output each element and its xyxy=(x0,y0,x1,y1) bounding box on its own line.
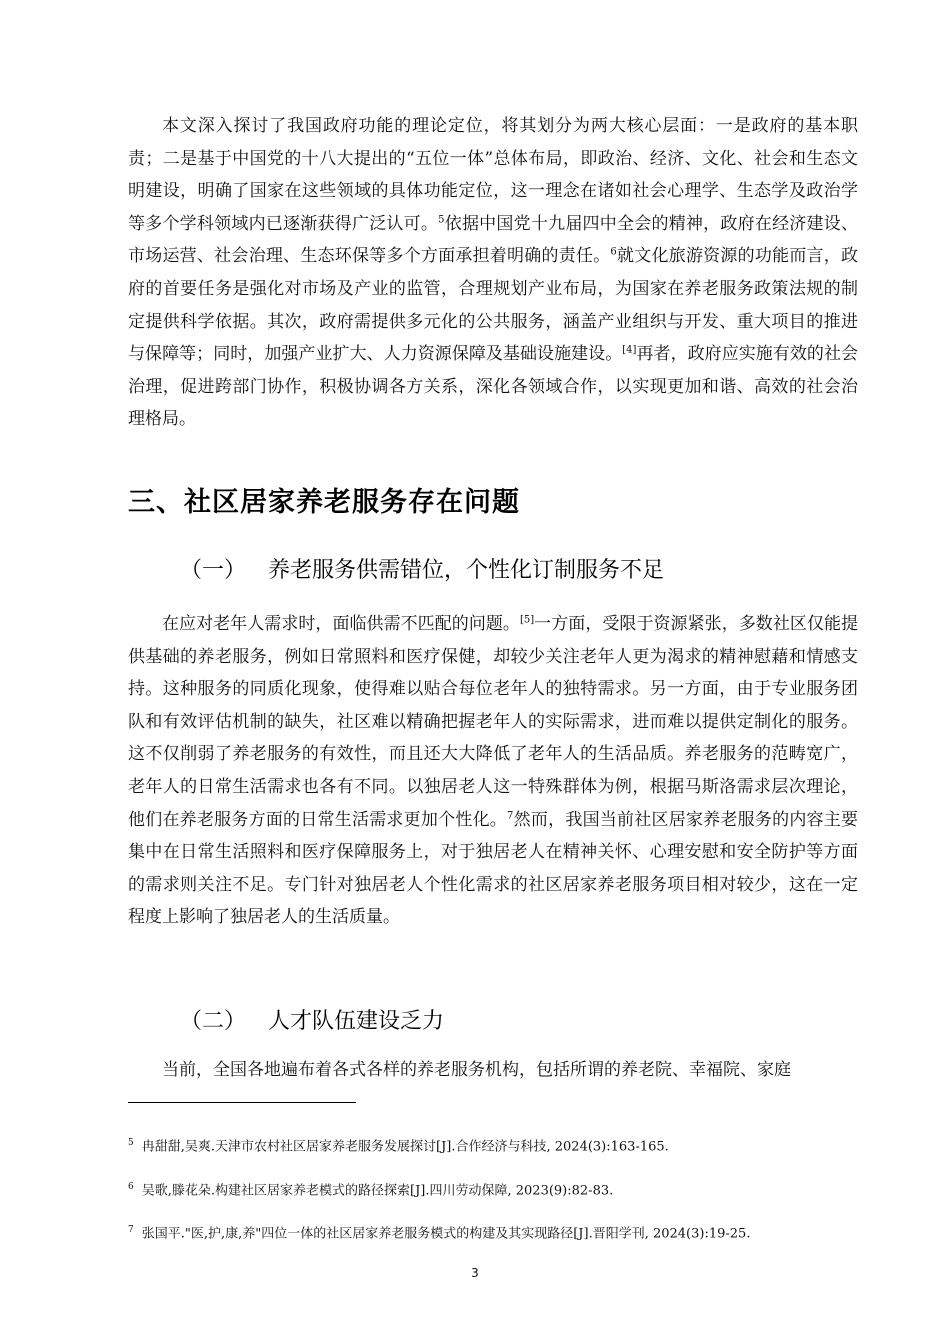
citation-ref-4[interactable]: [4] xyxy=(622,344,637,356)
subsection-title: 人才队伍建设乏力 xyxy=(268,1009,445,1034)
subsection-number: （一） xyxy=(180,558,247,583)
subsection-heading-1 xyxy=(180,553,664,584)
footnote-ref-7[interactable]: 7 xyxy=(507,809,514,821)
footnote-ref-6[interactable]: 6 xyxy=(610,246,617,258)
page-number: 3 xyxy=(471,1266,479,1280)
subsection-title: 养老服务供需错位，个性化订制服务不足 xyxy=(268,558,665,583)
citation-ref-5[interactable]: [5] xyxy=(519,614,535,626)
paragraph-government-function: 本文深入探讨了我国政府功能的理论定位，将其划分为两大核心层面：一是政府的基本职责；二是基于中国党的十八大提出的“五位一体”总体布局，即政治、经济、文化、社会和生态文明建设，明确了国家在这些领域的具体功能定位，这一理念在诸如社会心理学、生态学及政治学等多个学科领域内已逐渐获得广泛认可。$^5$依据中国党十九届四中全会的精神，政府在经济建设、市场运营、社会治理、生态环保等多个方面承担着明确的责任。$^6$就文化旅游资源的功能而言，政府的首要任务是强化对市场及产业的监管，合理规划产业布局，为国家在养老服务政策法规的制定提供科学依据。其次，政府需提供多元化的公共服务，涵盖产业组织与开发、重大项目的推进与保障等；同时，加强产业扩大、人力资源保障及基础设施建设。[4]再者，政府应实施有效的社会治理，促进跨部门协作，积极协调各方关系，深化各领域合作，以实现更加和谐、高效的社会治理格局。 xyxy=(128,116,859,430)
footnote-divider xyxy=(128,1102,356,1103)
footnote-7: $^7$ 张国平."医,护,康,养"四位一体的社区居家养老服务模式的构建及其实现路径[J].晋阳学刊, 2024(3):19-25. xyxy=(128,1225,751,1242)
subsection-heading-2 xyxy=(180,1004,444,1035)
footnote-6: $^6$ 吴歌,滕花朵.构建社区居家养老模式的路径探索[J].四川劳动保障, 2023(9):82-83. xyxy=(128,1182,614,1199)
section-heading-3: 三、社区居家养老服务存在问题 xyxy=(128,487,520,518)
subsection-number: （二） xyxy=(180,1009,247,1034)
footnote-5: $^5$ 冉甜甜,吴爽.天津市农村社区居家养老服务发展探讨[J].合作经济与科技, 2024(3):163-165. xyxy=(128,1138,669,1155)
footnote-ref-5[interactable]: 5 xyxy=(438,214,445,226)
paragraph-talent-team: 当前，全国各地遍布着各式各样的养老服务机构，包括所谓的养老院、幸福院、家庭 xyxy=(162,1060,791,1080)
paragraph-supply-demand: 在应对老年人需求时，面临供需不匹配的问题。[5]一方面，受限于资源紧张，多数社区仅能提供基础的养老服务，例如日常照料和医疗保健，却较少关注老年人更为渴求的精神慰藉和情感支持。这种服务的同质化现象，使得难以贴合每位老年人的独特需求。另一方面，由于专业服务团队和有效评估机制的缺失，社区难以精确把握老年人的实际需求，进而难以提供定制化的服务。这不仅削弱了养老服务的有效性，而且还大大降低了老年人的生活品质。养老服务的范畴宽广，老年人的日常生活需求也各有不同。以独居老人这一特殊群体为例，根据马斯洛需求层次理论，他们在养老服务方面的日常生活需求更加个性化。$^7$然而，我国当前社区居家养老服务的内容主要集中在日常生活照料和医疗保障服务上，对于独居老人在精神关怀、心理安慰和安全防护等方面的需求则关注不足。专门针对独居老人个性化需求的社区居家养老服务项目相对较少，这在一定程度上影响了独居老人的生活质量。 xyxy=(128,614,859,928)
